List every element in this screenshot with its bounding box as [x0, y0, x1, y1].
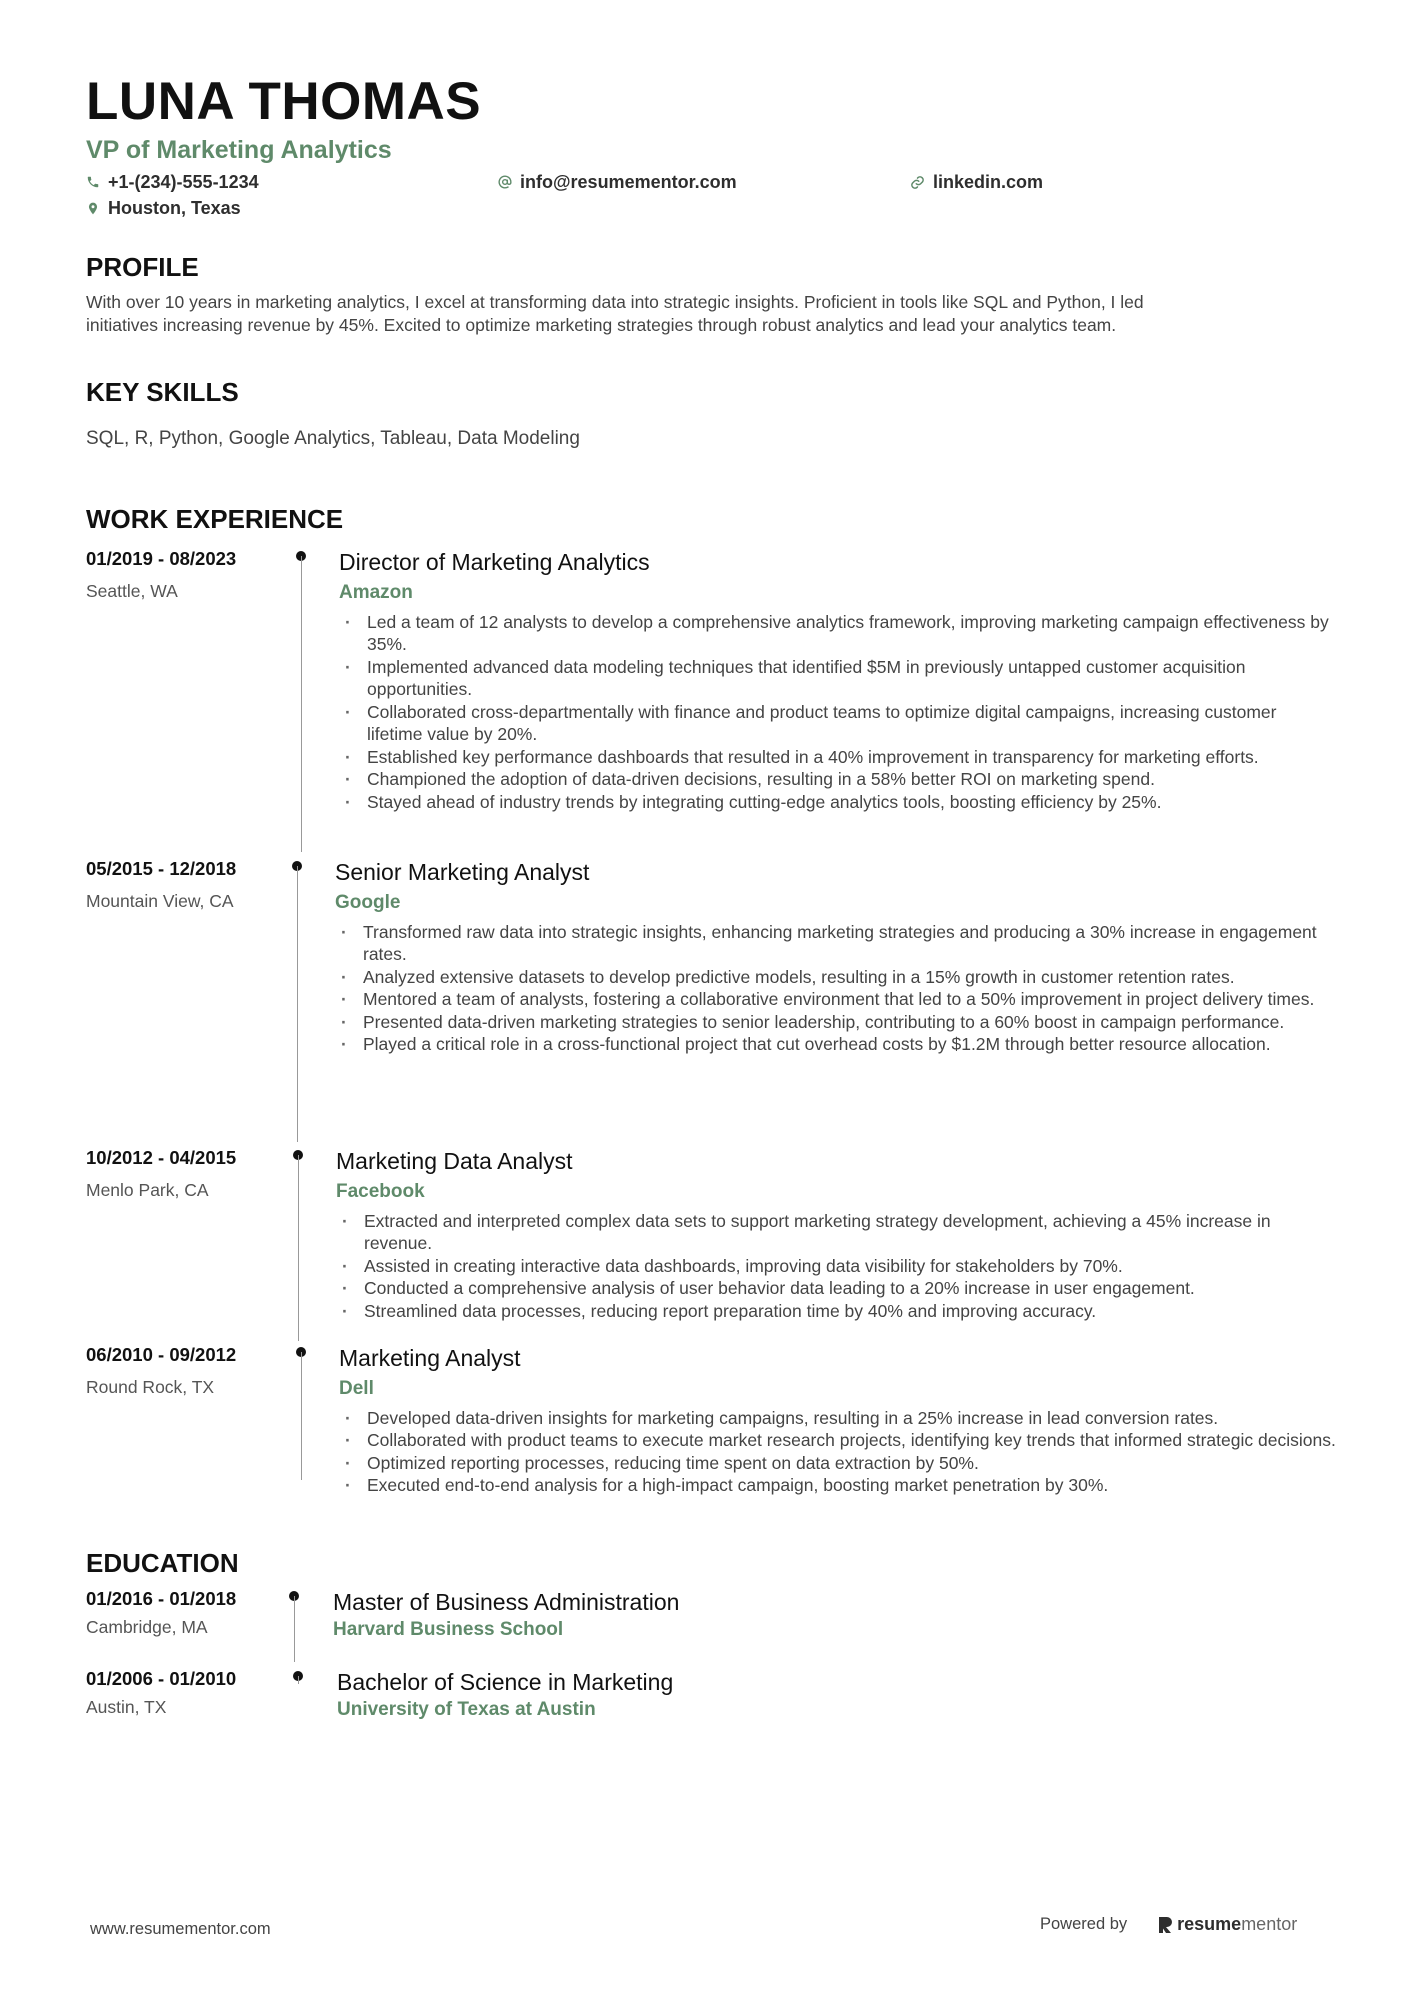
education-meta — [86, 1663, 306, 1733]
profile-summary — [86, 291, 1336, 336]
timeline-line — [298, 1676, 300, 1684]
phone-icon — [86, 175, 100, 189]
job-entry — [86, 543, 1336, 853]
achievement-item: · Implemented advanced data modeling techniques that identified $5M in previously untapped customer acquisition opportunities. — [339, 656, 1336, 701]
education-location: Austin, TX — [86, 1696, 167, 1717]
education-entry — [86, 1663, 1336, 1733]
email-text: info@resumementor.com — [520, 171, 737, 192]
location-text: Houston, Texas — [108, 197, 241, 218]
school-name: University of Texas at Austin — [337, 1698, 596, 1720]
resume-page — [86, 70, 1336, 1733]
job-company: Dell — [339, 1377, 374, 1399]
achievement-item: · Extracted and interpreted complex data sets to support marketing strategy development, achieving a 45% increase in revenue. — [336, 1210, 1336, 1255]
job-meta — [86, 853, 306, 1142]
achievement-item: · Streamlined data processes, reducing report preparation time by 40% and improving accuracy. — [336, 1300, 1336, 1323]
achievement-item: · Collaborated with product teams to execute market research projects, identifying key trends that informed strategic decisions. — [339, 1429, 1336, 1452]
achievement-item: · Transformed raw data into strategic insights, enhancing marketing strategies and producing a 30% increase in engagement rates. — [335, 921, 1336, 966]
job-dates: 05/2015 - 12/2018 — [86, 857, 237, 879]
skills-heading: KEY SKILLS — [86, 377, 239, 407]
linkedin-contact[interactable] — [910, 172, 1043, 193]
achievement-item: · Executed end-to-end analysis for a high-impact campaign, boosting market penetration by 30%. — [339, 1474, 1336, 1497]
achievement-item: · Stayed ahead of industry trends by integrating cutting-edge analytics tools, boosting efficiency by 25%. — [339, 791, 1336, 814]
job-entry — [86, 853, 1336, 1142]
degree-name: Master of Business Administration — [333, 1588, 680, 1615]
job-meta — [86, 543, 306, 853]
timeline-line — [301, 1352, 303, 1480]
job-meta — [86, 1339, 306, 1529]
job-entry — [86, 1142, 1336, 1339]
job-achievements — [335, 921, 1336, 1056]
timeline-line — [297, 866, 299, 1142]
job-dates: 10/2012 - 04/2015 — [86, 1146, 237, 1168]
job-details — [306, 1142, 1336, 1339]
job-location: Seattle, WA — [86, 580, 178, 601]
timeline-line — [301, 556, 303, 852]
location-pin-icon — [86, 201, 100, 216]
job-company: Amazon — [339, 581, 413, 603]
achievement-item: · Conducted a comprehensive analysis of user behavior data leading to a 20% increase in user engagement. — [336, 1277, 1336, 1300]
footer-website[interactable]: www.resumementor.com — [90, 1920, 271, 1938]
education-details — [306, 1663, 1336, 1733]
education-list — [86, 1583, 1336, 1733]
job-role: Senior Marketing Analyst — [335, 858, 590, 885]
achievement-item: · Presented data-driven marketing strategies to senior leadership, contributing to a 60% boost in campaign performance. — [335, 1011, 1336, 1034]
achievement-item: · Developed data-driven insights for marketing campaigns, resulting in a 25% increase in lead conversion rates. — [339, 1407, 1336, 1430]
achievement-item: · Analyzed extensive datasets to develop predictive models, resulting in a 15% growth in customer retention rates. — [335, 966, 1336, 989]
candidate-title: VP of Marketing Analytics — [86, 136, 392, 164]
job-details — [306, 1339, 1336, 1529]
resumementor-logo-icon — [1157, 1915, 1173, 1935]
achievement-item: · Mentored a team of analysts, fostering a collaborative environment that led to a 50% improvement in project delivery times. — [335, 988, 1336, 1011]
timeline-line — [298, 1155, 300, 1341]
achievement-item: · Optimized reporting processes, reducing time spent on data extraction by 50%. — [339, 1452, 1336, 1475]
achievement-item: · Led a team of 12 analysts to develop a comprehensive analytics framework, improving marketing campaign effectiveness by 35%. — [339, 611, 1336, 656]
education-dates: 01/2016 - 01/2018 — [86, 1587, 237, 1609]
job-company: Google — [335, 891, 401, 913]
location-contact — [86, 198, 241, 219]
job-dates: 06/2010 - 09/2012 — [86, 1343, 237, 1365]
timeline-line — [294, 1596, 296, 1662]
resumementor-logo[interactable] — [1157, 1914, 1297, 1935]
brand-light: mentor — [1241, 1914, 1298, 1934]
job-location: Menlo Park, CA — [86, 1179, 209, 1200]
experience-heading: WORK EXPERIENCE — [86, 503, 344, 534]
profile-line: initiatives increasing revenue by 45%. Excited to optimize marketing strategies through robust analytics and lead your analytics team. — [86, 314, 1117, 335]
education-location: Cambridge, MA — [86, 1616, 208, 1637]
education-heading: EDUCATION — [86, 1547, 239, 1578]
education-details — [306, 1583, 1336, 1663]
phone-contact — [86, 172, 498, 193]
job-achievements — [339, 611, 1336, 814]
link-icon — [910, 175, 925, 190]
powered-by-label: Powered by — [1040, 1915, 1128, 1933]
email-contact[interactable] — [498, 172, 910, 193]
at-icon — [498, 175, 512, 189]
job-dates: 01/2019 - 08/2023 — [86, 547, 237, 569]
education-meta — [86, 1583, 306, 1663]
job-details — [306, 853, 1336, 1142]
job-location: Mountain View, CA — [86, 890, 234, 911]
education-entry — [86, 1583, 1336, 1663]
school-name: Harvard Business School — [333, 1618, 564, 1640]
job-role: Marketing Analyst — [339, 1344, 521, 1371]
achievement-item: · Championed the adoption of data-driven decisions, resulting in a 58% better ROI on marketing spend. — [339, 768, 1336, 791]
job-meta — [86, 1142, 306, 1339]
achievement-item: · Established key performance dashboards that resulted in a 40% improvement in transparency for marketing efforts. — [339, 746, 1336, 769]
job-role: Director of Marketing Analytics — [339, 548, 650, 575]
job-location: Round Rock, TX — [86, 1376, 215, 1397]
job-role: Marketing Data Analyst — [336, 1147, 573, 1174]
phone-text: +1-(234)-555-1234 — [108, 171, 259, 192]
job-company: Facebook — [336, 1180, 425, 1202]
job-achievements — [339, 1407, 1336, 1497]
degree-name: Bachelor of Science in Marketing — [337, 1668, 674, 1695]
linkedin-text: linkedin.com — [933, 171, 1044, 192]
candidate-name: LUNA THOMAS — [86, 72, 482, 131]
achievement-item: · Collaborated cross-departmentally with finance and product teams to optimize digital campaigns, increasing customer lifetime value by 20%. — [339, 701, 1336, 746]
contact-row — [86, 169, 1336, 195]
profile-heading: PROFILE — [86, 252, 199, 282]
profile-line: With over 10 years in marketing analytics, I excel at transforming data into strategic insights. Proficient in tools like SQL and Python, I led — [86, 292, 1144, 312]
education-dates: 01/2006 - 01/2010 — [86, 1667, 237, 1689]
job-entry — [86, 1339, 1336, 1529]
job-achievements — [336, 1210, 1336, 1323]
achievement-item: · Played a critical role in a cross-functional project that cut overhead costs by $1.2M through better resource allocation. — [335, 1033, 1336, 1056]
experience-list — [86, 543, 1336, 1529]
achievement-item: · Assisted in creating interactive data dashboards, improving data visibility for stakeholders by 70%. — [336, 1255, 1336, 1278]
footer-branding — [1040, 1914, 1297, 1935]
location-row — [86, 195, 1336, 221]
skills-list: SQL, R, Python, Google Analytics, Tableau, Data Modeling — [86, 428, 580, 449]
brand-bold: resume — [1177, 1914, 1242, 1934]
job-details — [306, 543, 1336, 853]
